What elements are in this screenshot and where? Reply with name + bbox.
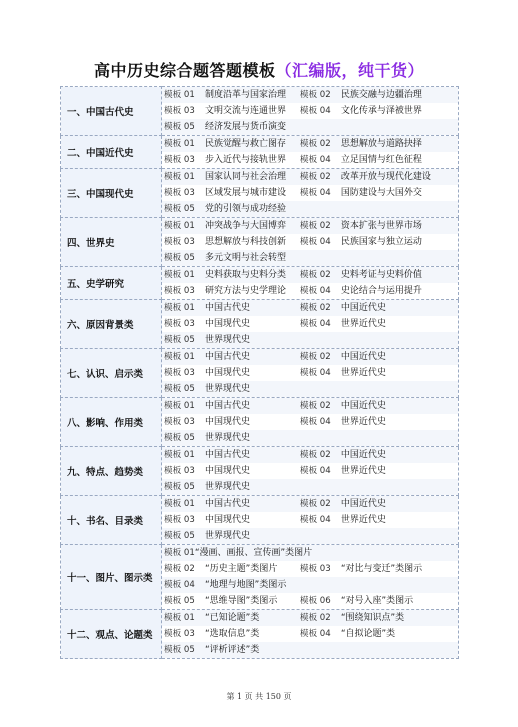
template-line — [162, 626, 458, 642]
template-entry — [164, 561, 300, 577]
template-line — [162, 479, 458, 495]
section-templates — [162, 218, 459, 267]
template-topic: 冲突战争与大国博弈 — [205, 221, 287, 231]
page-footer: 第 1 页 共 150 页 — [226, 692, 292, 701]
template-code: 模板 01 — [164, 613, 195, 623]
template-code: 模板 04 — [299, 106, 331, 116]
template-entry — [300, 610, 458, 626]
template-line — [162, 512, 458, 528]
template-topic: 民族交融与边疆治理 — [340, 90, 422, 100]
template-topic: “历史主题”类图片 — [205, 564, 278, 574]
template-topic: 中国现代史 — [205, 319, 251, 329]
template-code: 模板 01 — [164, 352, 195, 362]
template-topic: “已知论题”类 — [205, 613, 260, 623]
template-line — [162, 447, 458, 463]
section-templates — [162, 545, 459, 610]
template-topic: 世界现代史 — [205, 531, 251, 541]
template-code: 模板 02 — [299, 303, 331, 313]
template-topic: 步入近代与接轨世界 — [205, 155, 287, 165]
template-topic: 文明交流与连通世界 — [205, 106, 287, 116]
template-topic: 民族觉醒与救亡图存 — [205, 139, 287, 149]
template-line — [162, 185, 458, 201]
template-topic: 中国古代史 — [205, 401, 251, 411]
template-code: 模板 01 — [164, 139, 195, 149]
template-entry — [300, 593, 458, 609]
template-line — [162, 593, 458, 609]
template-entry — [164, 642, 304, 658]
section-row — [61, 545, 459, 610]
section-title: 九、特点、趋势类 — [61, 447, 162, 496]
template-line — [162, 496, 458, 512]
section-row — [61, 447, 459, 496]
section-title: 二、中国近代史 — [61, 136, 162, 169]
template-topic: 世界现代史 — [205, 384, 251, 394]
template-line — [162, 136, 458, 152]
section-row — [61, 218, 459, 267]
template-entry — [164, 87, 300, 103]
template-topic: “漫画、画报、宣传画”类图片 — [194, 548, 313, 558]
template-topic: 中国古代史 — [205, 352, 251, 362]
template-line — [162, 218, 458, 234]
template-entry — [164, 119, 304, 135]
section-title: 四、世界史 — [61, 218, 162, 267]
template-code: 模板 04 — [299, 319, 331, 329]
template-line — [162, 545, 458, 561]
template-code: 模板 05 — [164, 531, 195, 541]
template-line — [162, 119, 458, 135]
template-line — [162, 283, 458, 299]
section-row — [61, 610, 459, 659]
template-entry — [300, 218, 458, 234]
section-templates — [162, 610, 459, 659]
template-line — [162, 332, 458, 348]
template-entry — [164, 316, 300, 332]
template-entry — [164, 626, 300, 642]
template-line — [162, 642, 458, 658]
template-topic: 世界近代史 — [340, 368, 386, 378]
template-code: 模板 03 — [164, 368, 195, 378]
template-entry — [300, 512, 458, 528]
template-topic: 经济发展与货币演变 — [205, 122, 287, 132]
template-outline-table — [60, 86, 459, 659]
template-code: 模板 02 — [299, 499, 331, 509]
template-entry — [300, 447, 458, 463]
template-code: 模板 05 — [164, 482, 195, 492]
template-code: 模板 03 — [164, 188, 195, 198]
template-code: 模板 04 — [299, 368, 331, 378]
template-entry — [164, 381, 304, 397]
section-templates — [162, 447, 459, 496]
template-code: 模板 04 — [299, 286, 331, 296]
template-code: 模板 02 — [299, 352, 331, 362]
template-code: 模板 03 — [164, 417, 195, 427]
section-row — [61, 87, 459, 136]
section-templates — [162, 300, 459, 349]
template-line — [162, 267, 458, 283]
section-title: 八、影响、作用类 — [61, 398, 162, 447]
template-code: 模板 03 — [164, 515, 195, 525]
template-code: 模板 01 — [164, 303, 195, 313]
template-topic: “选取信息”类 — [205, 629, 260, 639]
template-entry — [164, 185, 300, 201]
template-topic: “自拟论题”类 — [340, 629, 396, 639]
template-code: 模板 01 — [164, 548, 195, 558]
template-entry — [300, 561, 458, 577]
section-templates — [162, 87, 459, 136]
template-code: 模板 02 — [164, 564, 195, 574]
template-topic: 多元文明与社会转型 — [205, 253, 287, 263]
template-topic: 研究方法与史学理论 — [205, 286, 287, 296]
template-code: 模板 05 — [164, 253, 195, 263]
template-entry — [164, 545, 313, 561]
template-entry — [164, 201, 304, 217]
template-code: 模板 05 — [164, 433, 195, 443]
template-entry — [164, 512, 300, 528]
template-topic: 世界现代史 — [205, 433, 251, 443]
template-code: 模板 02 — [299, 401, 331, 411]
template-line — [162, 577, 458, 593]
section-row — [61, 300, 459, 349]
template-entry — [164, 152, 300, 168]
template-code: 模板 04 — [299, 155, 331, 165]
template-code: 模板 02 — [299, 613, 331, 623]
template-entry — [300, 267, 458, 283]
template-topic: 史料获取与史料分类 — [205, 270, 287, 280]
template-code: 模板 06 — [299, 596, 331, 606]
title-main: 高中历史综合题答题模板 — [93, 61, 276, 80]
template-line — [162, 234, 458, 250]
template-topic: 区域发展与城市建设 — [205, 188, 287, 198]
template-line — [162, 398, 458, 414]
template-entry — [164, 218, 300, 234]
template-entry — [164, 136, 300, 152]
template-entry — [300, 463, 458, 479]
template-code: 模板 02 — [299, 172, 331, 182]
section-row — [61, 136, 459, 169]
page-title — [0, 58, 518, 81]
template-topic: 改革开放与现代化建设 — [340, 172, 431, 182]
template-topic: 中国近代史 — [340, 450, 386, 460]
template-code: 模板 05 — [164, 335, 195, 345]
template-code: 模板 03 — [164, 286, 195, 296]
template-code: 模板 04 — [299, 515, 331, 525]
template-code: 模板 05 — [164, 122, 195, 132]
template-line — [162, 103, 458, 119]
section-templates — [162, 267, 459, 300]
template-line — [162, 463, 458, 479]
template-entry — [164, 349, 300, 365]
section-templates — [162, 136, 459, 169]
template-code: 模板 01 — [164, 450, 195, 460]
template-topic: “评析评述”类 — [205, 645, 260, 655]
template-topic: 思想解放与道路抉择 — [340, 139, 422, 149]
template-topic: 中国近代史 — [340, 401, 386, 411]
template-entry — [300, 414, 458, 430]
template-entry — [164, 169, 300, 185]
template-entry — [164, 234, 300, 250]
template-entry — [164, 250, 304, 266]
template-topic: 资本扩张与世界市场 — [340, 221, 422, 231]
template-entry — [164, 479, 304, 495]
template-line — [162, 349, 458, 365]
section-title: 三、中国现代史 — [61, 169, 162, 218]
template-entry — [300, 87, 458, 103]
template-line — [162, 414, 458, 430]
template-entry — [300, 365, 458, 381]
template-entry — [164, 430, 304, 446]
template-topic: 中国现代史 — [205, 466, 251, 476]
template-topic: “对号入座”类图示 — [340, 596, 414, 606]
template-line — [162, 152, 458, 168]
template-code: 模板 04 — [299, 237, 331, 247]
template-code: 模板 01 — [164, 499, 195, 509]
template-code: 模板 02 — [299, 221, 331, 231]
section-title: 七、认识、启示类 — [61, 349, 162, 398]
template-topic: 中国现代史 — [205, 515, 251, 525]
template-topic: 党的引领与成功经验 — [205, 204, 287, 214]
template-entry — [164, 283, 300, 299]
section-row — [61, 398, 459, 447]
template-entry — [300, 152, 458, 168]
template-entry — [164, 496, 300, 512]
template-entry — [164, 593, 300, 609]
template-topic: 世界近代史 — [340, 466, 386, 476]
template-code: 模板 04 — [299, 188, 331, 198]
template-code: 模板 01 — [164, 401, 195, 411]
template-entry — [164, 447, 300, 463]
section-templates — [162, 398, 459, 447]
template-entry — [164, 414, 300, 430]
template-code: 模板 03 — [299, 564, 331, 574]
template-line — [162, 365, 458, 381]
template-line — [162, 201, 458, 217]
template-topic: 世界近代史 — [340, 515, 386, 525]
section-templates — [162, 496, 459, 545]
template-topic: 国防建设与大国外交 — [340, 188, 422, 198]
template-entry — [300, 103, 458, 119]
template-topic: 中国近代史 — [340, 499, 386, 509]
template-topic: 中国现代史 — [205, 368, 251, 378]
template-entry — [164, 267, 300, 283]
template-line — [162, 250, 458, 266]
template-topic: 立足国情与红色征程 — [340, 155, 422, 165]
template-code: 模板 01 — [164, 221, 195, 231]
template-code: 模板 01 — [164, 270, 195, 280]
template-code: 模板 01 — [164, 172, 195, 182]
template-entry — [164, 365, 300, 381]
template-line — [162, 610, 458, 626]
template-entry — [164, 398, 300, 414]
template-code: 模板 03 — [164, 106, 195, 116]
template-code: 模板 05 — [164, 384, 195, 394]
template-entry — [300, 398, 458, 414]
section-title: 六、原因背景类 — [61, 300, 162, 349]
template-entry — [300, 316, 458, 332]
section-row — [61, 496, 459, 545]
template-topic: 中国古代史 — [205, 450, 251, 460]
template-entry — [300, 185, 458, 201]
section-row — [61, 349, 459, 398]
section-templates — [162, 169, 459, 218]
template-topic: 文化传承与泽被世界 — [340, 106, 422, 116]
template-topic: 民族国家与独立运动 — [340, 237, 422, 247]
template-code: 模板 02 — [299, 270, 331, 280]
template-code: 模板 05 — [164, 645, 195, 655]
template-topic: “对比与变迁”类图示 — [340, 564, 423, 574]
template-topic: “思维导图”类图示 — [205, 596, 278, 606]
template-topic: 史料考证与史料价值 — [340, 270, 422, 280]
template-code: 模板 04 — [299, 417, 331, 427]
template-entry — [300, 234, 458, 250]
template-line — [162, 561, 458, 577]
template-line — [162, 316, 458, 332]
template-code: 模板 03 — [164, 466, 195, 476]
template-code: 模板 01 — [164, 90, 195, 100]
template-code: 模板 03 — [164, 629, 195, 639]
template-code: 模板 05 — [164, 204, 195, 214]
template-topic: 中国现代史 — [205, 417, 251, 427]
section-templates — [162, 349, 459, 398]
template-code: 模板 02 — [299, 450, 331, 460]
template-topic: “围绕知识点”类 — [340, 613, 405, 623]
template-line — [162, 300, 458, 316]
template-line — [162, 87, 458, 103]
section-title: 五、史学研究 — [61, 267, 162, 300]
template-entry — [164, 332, 304, 348]
template-entry — [164, 463, 300, 479]
template-topic: 中国近代史 — [340, 303, 386, 313]
template-code: 模板 04 — [164, 580, 195, 590]
template-entry — [300, 283, 458, 299]
template-topic: 世界现代史 — [205, 482, 251, 492]
template-code: 模板 02 — [299, 90, 331, 100]
template-topic: “地理与地图”类图示 — [205, 580, 287, 590]
template-entry — [300, 496, 458, 512]
template-entry — [164, 577, 304, 593]
title-subtitle: （汇编版，纯干货） — [275, 61, 425, 80]
template-code: 模板 04 — [299, 466, 331, 476]
template-line — [162, 528, 458, 544]
template-topic: 世界现代史 — [205, 335, 251, 345]
template-entry — [300, 169, 458, 185]
template-code: 模板 04 — [299, 629, 331, 639]
template-entry — [164, 103, 300, 119]
template-entry — [164, 610, 300, 626]
template-entry — [300, 136, 458, 152]
template-topic: 世界近代史 — [340, 417, 386, 427]
template-code: 模板 03 — [164, 155, 195, 165]
template-topic: 思想解放与科技创新 — [205, 237, 287, 247]
template-code: 模板 02 — [299, 139, 331, 149]
section-title: 十、书名、目录类 — [61, 496, 162, 545]
template-topic: 中国古代史 — [205, 499, 251, 509]
template-entry — [164, 300, 300, 316]
template-code: 模板 05 — [164, 596, 195, 606]
template-entry — [300, 300, 458, 316]
template-line — [162, 381, 458, 397]
template-topic: 世界近代史 — [340, 319, 386, 329]
template-topic: 制度沿革与国家治理 — [205, 90, 287, 100]
template-code: 模板 03 — [164, 237, 195, 247]
section-title: 十二、观点、论题类 — [61, 610, 162, 659]
template-entry — [300, 626, 458, 642]
section-title: 十一、图片、图示类 — [61, 545, 162, 610]
template-line — [162, 169, 458, 185]
section-row — [61, 169, 459, 218]
template-topic: 中国古代史 — [205, 303, 251, 313]
template-topic: 国家认同与社会治理 — [205, 172, 287, 182]
template-code: 模板 03 — [164, 319, 195, 329]
template-line — [162, 430, 458, 446]
template-topic: 中国近代史 — [340, 352, 386, 362]
section-row — [61, 267, 459, 300]
template-topic: 史论结合与运用提升 — [340, 286, 422, 296]
section-title: 一、中国古代史 — [61, 87, 162, 136]
template-entry — [164, 528, 304, 544]
template-entry — [300, 349, 458, 365]
